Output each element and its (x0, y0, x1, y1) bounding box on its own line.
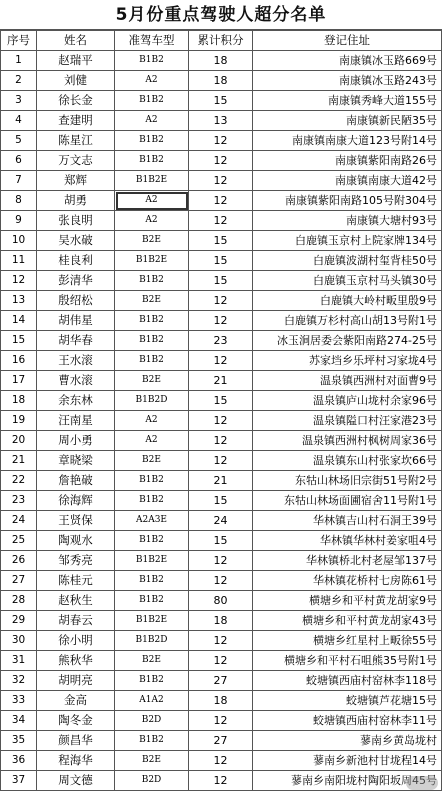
cell-license[interactable]: B2E (115, 651, 189, 671)
cell-license[interactable]: B1B2E (115, 251, 189, 271)
table-row (1, 111, 442, 131)
cell-no[interactable]: 21 (1, 451, 37, 471)
cell-no[interactable]: 15 (1, 331, 37, 351)
cell-score[interactable]: 15 (189, 391, 253, 411)
cell-score[interactable]: 12 (189, 711, 253, 731)
cell-score[interactable]: 21 (189, 471, 253, 491)
cell-score[interactable]: 12 (189, 191, 253, 211)
cell-score[interactable]: 27 (189, 671, 253, 691)
cell-license[interactable]: A2A3E (115, 511, 189, 531)
cell-score[interactable]: 12 (189, 431, 253, 451)
cell-address[interactable]: 蛟塘镇芦花塘15号 (253, 691, 442, 711)
cell-name[interactable]: 胡明亮 (37, 671, 115, 691)
cell-no[interactable]: 1 (1, 51, 37, 71)
cell-score[interactable]: 12 (189, 171, 253, 191)
cell-score[interactable]: 18 (189, 71, 253, 91)
cell-no[interactable]: 36 (1, 751, 37, 771)
cell-no[interactable]: 11 (1, 251, 37, 271)
cell-address[interactable]: 温泉镇东山村张家坎66号 (253, 451, 442, 471)
cell-license[interactable]: B1B2 (115, 491, 189, 511)
cell-score[interactable]: 18 (189, 611, 253, 631)
cell-no[interactable]: 3 (1, 91, 37, 111)
cell-score[interactable]: 80 (189, 591, 253, 611)
cell-name[interactable]: 万文志 (37, 151, 115, 171)
cell-no[interactable]: 8 (1, 191, 37, 211)
cell-name[interactable]: 邹秀亮 (37, 551, 115, 571)
cell-no[interactable]: 25 (1, 531, 37, 551)
cell-score[interactable]: 15 (189, 271, 253, 291)
table-row (1, 771, 442, 791)
cell-score[interactable]: 18 (189, 691, 253, 711)
table-row (1, 51, 442, 71)
cell-address[interactable]: 蓼南乡黄岛垅村 (253, 731, 442, 751)
cell-address[interactable]: 蓼南乡新池村甘垅程14号 (253, 751, 442, 771)
cell-no[interactable]: 17 (1, 371, 37, 391)
cell-name[interactable]: 赵秋生 (37, 591, 115, 611)
sheet-title: 5月份重点驾驶人超分名单 (0, 0, 442, 30)
table-row (1, 571, 442, 591)
cell-address[interactable]: 南康镇新民陋35号 (253, 111, 442, 131)
cell-no[interactable]: 24 (1, 511, 37, 531)
cell-address[interactable]: 南康镇紫阳南路26号 (253, 151, 442, 171)
cell-score[interactable]: 13 (189, 111, 253, 131)
table-row (1, 151, 442, 171)
cell-no[interactable]: 35 (1, 731, 37, 751)
cell-address[interactable]: 蛟塘镇西庙村窑林李11号 (253, 711, 442, 731)
cell-address[interactable]: 温泉镇西洲村枫树周家36号 (253, 431, 442, 451)
watermark-badge (406, 776, 438, 790)
cell-license[interactable]: B1B2 (115, 591, 189, 611)
cell-score[interactable]: 12 (189, 311, 253, 331)
table-row (1, 711, 442, 731)
cell-address[interactable]: 横塘乡和平村黄龙胡家9号 (253, 591, 442, 611)
cell-name[interactable]: 徐小明 (37, 631, 115, 651)
cell-license[interactable]: B2D (115, 711, 189, 731)
header-no[interactable]: 序号 (1, 31, 37, 51)
drivers-table (0, 30, 442, 791)
cell-license[interactable]: B1B2E (115, 611, 189, 631)
table-row (1, 211, 442, 231)
cell-name[interactable]: 陈星江 (37, 131, 115, 151)
cell-license[interactable]: A2 (115, 211, 189, 231)
cell-no[interactable]: 37 (1, 771, 37, 791)
cell-license[interactable]: B1B2 (115, 731, 189, 751)
cell-score[interactable]: 12 (189, 651, 253, 671)
cell-score[interactable]: 12 (189, 551, 253, 571)
cell-score[interactable]: 12 (189, 151, 253, 171)
cell-license[interactable]: B1B2 (115, 51, 189, 71)
cell-no[interactable]: 29 (1, 611, 37, 631)
cell-license[interactable]: A2 (115, 431, 189, 451)
table-row (1, 251, 442, 271)
cell-score[interactable]: 12 (189, 211, 253, 231)
table-row (1, 291, 442, 311)
cell-no[interactable]: 9 (1, 211, 37, 231)
cell-no[interactable]: 16 (1, 351, 37, 371)
cell-no[interactable]: 27 (1, 571, 37, 591)
cell-no[interactable]: 6 (1, 151, 37, 171)
cell-address[interactable]: 白鹿镇万杉村高山胡13号附1号 (253, 311, 442, 331)
cell-no[interactable]: 2 (1, 71, 37, 91)
cell-license[interactable]: B1B2 (115, 471, 189, 491)
cell-score[interactable]: 12 (189, 751, 253, 771)
table-row (1, 311, 442, 331)
cell-name[interactable]: 胡春云 (37, 611, 115, 631)
cell-score[interactable]: 27 (189, 731, 253, 751)
cell-score[interactable]: 15 (189, 91, 253, 111)
header-row (1, 31, 442, 51)
table-row (1, 491, 442, 511)
cell-address[interactable]: 白鹿镇大岭村畈里殷9号 (253, 291, 442, 311)
header-score[interactable]: 累计积分 (189, 31, 253, 51)
cell-score[interactable]: 12 (189, 351, 253, 371)
cell-name[interactable]: 胡华春 (37, 331, 115, 351)
cell-name[interactable]: 曹水滚 (37, 371, 115, 391)
cell-score[interactable]: 24 (189, 511, 253, 531)
table-row (1, 391, 442, 411)
cell-address[interactable]: 南康镇冰玉路669号 (253, 51, 442, 71)
cell-name[interactable]: 刘健 (37, 71, 115, 91)
table-row (1, 751, 442, 771)
cell-license[interactable]: B1B2 (115, 151, 189, 171)
cell-license[interactable]: B1B2 (115, 311, 189, 331)
cell-name[interactable]: 胡伟星 (37, 311, 115, 331)
cell-address[interactable]: 横塘乡和平村石咀熊35号附1号 (253, 651, 442, 671)
cell-license[interactable]: B1B2 (115, 531, 189, 551)
cell-name[interactable]: 程海华 (37, 751, 115, 771)
cell-license[interactable]: A2 (115, 191, 189, 211)
cell-address[interactable]: 白鹿镇玉京村马头镇30号 (253, 271, 442, 291)
cell-address[interactable]: 苏家垱乡乐坪村习家垅4号 (253, 351, 442, 371)
cell-name[interactable]: 周文德 (37, 771, 115, 791)
cell-license[interactable]: B1B2 (115, 271, 189, 291)
table-body (1, 51, 442, 791)
table-row (1, 531, 442, 551)
cell-license[interactable]: B1B2E (115, 551, 189, 571)
cell-license[interactable]: B1B2D (115, 391, 189, 411)
cell-name[interactable]: 詹艳破 (37, 471, 115, 491)
cell-address[interactable]: 蓼南乡南阳垅村陶阳坂周45号 (253, 771, 442, 791)
cell-name[interactable]: 胡勇 (37, 191, 115, 211)
table-row (1, 71, 442, 91)
cell-address[interactable]: 冰玉涧居委会紫阳南路274-25号 (253, 331, 442, 351)
cell-license[interactable]: B1B2 (115, 131, 189, 151)
cell-name[interactable]: 熊秋华 (37, 651, 115, 671)
cell-score[interactable]: 18 (189, 51, 253, 71)
cell-address[interactable]: 南康镇大塘村93号 (253, 211, 442, 231)
cell-score[interactable]: 12 (189, 131, 253, 151)
cell-address[interactable]: 南康镇紫阳南路105号附304号 (253, 191, 442, 211)
cell-no[interactable]: 5 (1, 131, 37, 151)
cell-score[interactable]: 15 (189, 231, 253, 251)
cell-no[interactable]: 31 (1, 651, 37, 671)
cell-no[interactable]: 30 (1, 631, 37, 651)
table-row (1, 191, 442, 211)
table-row (1, 351, 442, 371)
cell-address[interactable]: 白鹿镇玉京村上院家牌134号 (253, 231, 442, 251)
cell-address[interactable]: 华林镇华林村姜家咀4号 (253, 531, 442, 551)
cell-name[interactable]: 陈桂元 (37, 571, 115, 591)
cell-no[interactable]: 28 (1, 591, 37, 611)
table-row (1, 511, 442, 531)
cell-score[interactable]: 23 (189, 331, 253, 351)
cell-no[interactable]: 7 (1, 171, 37, 191)
cell-no[interactable]: 26 (1, 551, 37, 571)
table-row (1, 411, 442, 431)
table-row (1, 591, 442, 611)
cell-no[interactable]: 10 (1, 231, 37, 251)
cell-address[interactable]: 华林镇花桥村七房陈61号 (253, 571, 442, 591)
cell-license[interactable]: B1B2 (115, 91, 189, 111)
cell-no[interactable]: 20 (1, 431, 37, 451)
cell-address[interactable]: 南康镇冰玉路243号 (253, 71, 442, 91)
table-row (1, 691, 442, 711)
table-row (1, 651, 442, 671)
cell-license[interactable]: B2E (115, 231, 189, 251)
cell-license[interactable]: B2E (115, 751, 189, 771)
cell-license[interactable]: A2 (115, 71, 189, 91)
cell-address[interactable]: 华林镇桥北村老屋邹137号 (253, 551, 442, 571)
cell-name[interactable]: 陶冬金 (37, 711, 115, 731)
cell-name[interactable]: 郑辉 (37, 171, 115, 191)
cell-address[interactable]: 横塘乡红星村上畈徐55号 (253, 631, 442, 651)
cell-no[interactable]: 12 (1, 271, 37, 291)
cell-no[interactable]: 14 (1, 311, 37, 331)
cell-address[interactable]: 白鹿镇波湖村玺背桂50号 (253, 251, 442, 271)
cell-license[interactable]: B1B2 (115, 351, 189, 371)
cell-score[interactable]: 15 (189, 251, 253, 271)
table-row (1, 551, 442, 571)
cell-no[interactable]: 4 (1, 111, 37, 131)
cell-no[interactable]: 13 (1, 291, 37, 311)
cell-name[interactable]: 金高 (37, 691, 115, 711)
table-row (1, 451, 442, 471)
table-row (1, 731, 442, 751)
table-row (1, 431, 442, 451)
cell-address[interactable]: 东牯山林场面圃宿舍11号附1号 (253, 491, 442, 511)
header-name[interactable]: 姓名 (37, 31, 115, 51)
cell-no[interactable]: 32 (1, 671, 37, 691)
cell-no[interactable]: 23 (1, 491, 37, 511)
cell-name[interactable]: 桂良利 (37, 251, 115, 271)
table-row (1, 671, 442, 691)
cell-name[interactable]: 彭清华 (37, 271, 115, 291)
cell-score[interactable]: 12 (189, 771, 253, 791)
cell-name[interactable]: 徐长金 (37, 91, 115, 111)
cell-no[interactable]: 33 (1, 691, 37, 711)
cell-name[interactable]: 颜昌华 (37, 731, 115, 751)
cell-address[interactable]: 温泉镇西洲村对面曹9号 (253, 371, 442, 391)
cell-score[interactable]: 12 (189, 571, 253, 591)
cell-license[interactable]: B2E (115, 291, 189, 311)
table-row (1, 471, 442, 491)
cell-address[interactable]: 温泉镇隘口村汪家港23号 (253, 411, 442, 431)
cell-address[interactable]: 南康镇南康大道42号 (253, 171, 442, 191)
table-row (1, 611, 442, 631)
table-row (1, 131, 442, 151)
cell-name[interactable]: 陶观水 (37, 531, 115, 551)
cell-score[interactable]: 15 (189, 531, 253, 551)
cell-name[interactable]: 汪南星 (37, 411, 115, 431)
cell-license[interactable]: A2 (115, 411, 189, 431)
cell-license[interactable]: B1B2E (115, 171, 189, 191)
cell-address[interactable]: 华林镇吉山村石洞王39号 (253, 511, 442, 531)
table-row (1, 331, 442, 351)
header-address[interactable]: 登记住址 (253, 31, 442, 51)
cell-name[interactable]: 周小勇 (37, 431, 115, 451)
cell-address[interactable]: 南康镇南康大道123号附14号 (253, 131, 442, 151)
header-license[interactable]: 准驾车型 (115, 31, 189, 51)
cell-score[interactable]: 12 (189, 291, 253, 311)
cell-name[interactable]: 查建明 (37, 111, 115, 131)
cell-name[interactable]: 张良明 (37, 211, 115, 231)
cell-no[interactable]: 22 (1, 471, 37, 491)
cell-license[interactable]: B2E (115, 451, 189, 471)
cell-name[interactable]: 余东林 (37, 391, 115, 411)
cell-no[interactable]: 19 (1, 411, 37, 431)
table-row (1, 171, 442, 191)
table-row (1, 631, 442, 651)
cell-name[interactable]: 王水滚 (37, 351, 115, 371)
table-row (1, 371, 442, 391)
cell-no[interactable]: 18 (1, 391, 37, 411)
table-row (1, 231, 442, 251)
cell-address[interactable]: 南康镇秀峰大道155号 (253, 91, 442, 111)
cell-license[interactable]: B1B2D (115, 631, 189, 651)
cell-score[interactable]: 12 (189, 411, 253, 431)
cell-license[interactable]: B2E (115, 371, 189, 391)
cell-score[interactable]: 15 (189, 491, 253, 511)
cell-score[interactable]: 12 (189, 451, 253, 471)
cell-score[interactable]: 12 (189, 631, 253, 651)
table-row (1, 271, 442, 291)
cell-name[interactable]: 王贤保 (37, 511, 115, 531)
cell-address[interactable]: 温泉镇庐山垅村余家96号 (253, 391, 442, 411)
cell-license[interactable]: A2 (115, 111, 189, 131)
cell-license[interactable]: B1B2 (115, 571, 189, 591)
cell-address[interactable]: 横塘乡和平村黄龙胡家43号 (253, 611, 442, 631)
cell-name[interactable]: 章晓梁 (37, 451, 115, 471)
cell-score[interactable]: 21 (189, 371, 253, 391)
cell-name[interactable]: 徐海辉 (37, 491, 115, 511)
cell-name[interactable]: 赵瑞平 (37, 51, 115, 71)
table-row (1, 91, 442, 111)
cell-no[interactable]: 34 (1, 711, 37, 731)
cell-license[interactable]: B1B2 (115, 331, 189, 351)
cell-license[interactable]: B2D (115, 771, 189, 791)
cell-license[interactable]: A1A2 (115, 691, 189, 711)
cell-name[interactable]: 吴水破 (37, 231, 115, 251)
cell-name[interactable]: 殷绍松 (37, 291, 115, 311)
cell-license[interactable]: B1B2 (115, 671, 189, 691)
cell-address[interactable]: 东牯山林场旧宗街51号附2号 (253, 471, 442, 491)
cell-address[interactable]: 蛟塘镇西庙村窑林李118号 (253, 671, 442, 691)
